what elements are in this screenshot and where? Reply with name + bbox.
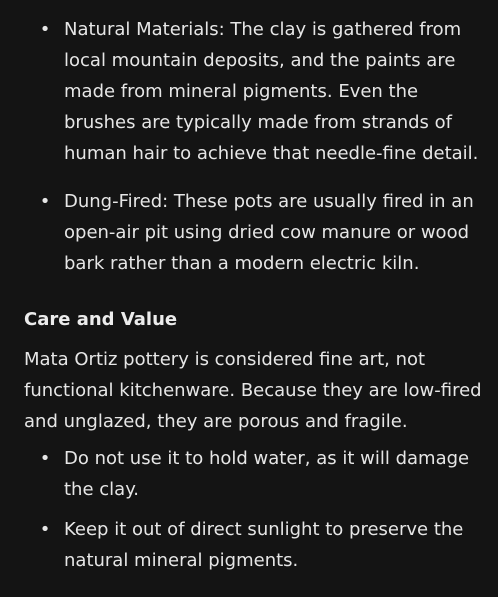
materials-bullet-list bbox=[0, 14, 498, 279]
bullet-icon: • bbox=[39, 519, 51, 540]
care-bullet-list bbox=[0, 443, 498, 576]
list-item-text: Keep it out of direct sunlight to preserve the natural mineral pigments. bbox=[64, 519, 464, 571]
bullet-icon: • bbox=[39, 19, 51, 40]
list-item bbox=[0, 443, 498, 505]
list-item bbox=[0, 14, 498, 169]
list-item-text: Natural Materials: The clay is gathered from local mountain deposits, and the paints are made from mineral pigments. Even the brushes are typically made from strands of human hair to achieve that needle-fine detail. bbox=[64, 19, 479, 164]
bullet-icon: • bbox=[39, 191, 51, 212]
list-item-text: Do not use it to hold water, as it will damage the clay. bbox=[64, 448, 470, 500]
list-item bbox=[0, 186, 498, 279]
list-item-text: Dung-Fired: These pots are usually fired in an open-air pit using dried cow manure or wood bark rather than a modern electric kiln. bbox=[64, 191, 474, 274]
list-item bbox=[0, 514, 498, 576]
bullet-icon: • bbox=[39, 448, 51, 469]
section-paragraph: Mata Ortiz pottery is considered fine art, not functional kitchenware. Because they are low-fired and unglazed, they are porous and fragile. bbox=[24, 349, 482, 432]
section-heading: Care and Value bbox=[24, 309, 178, 330]
